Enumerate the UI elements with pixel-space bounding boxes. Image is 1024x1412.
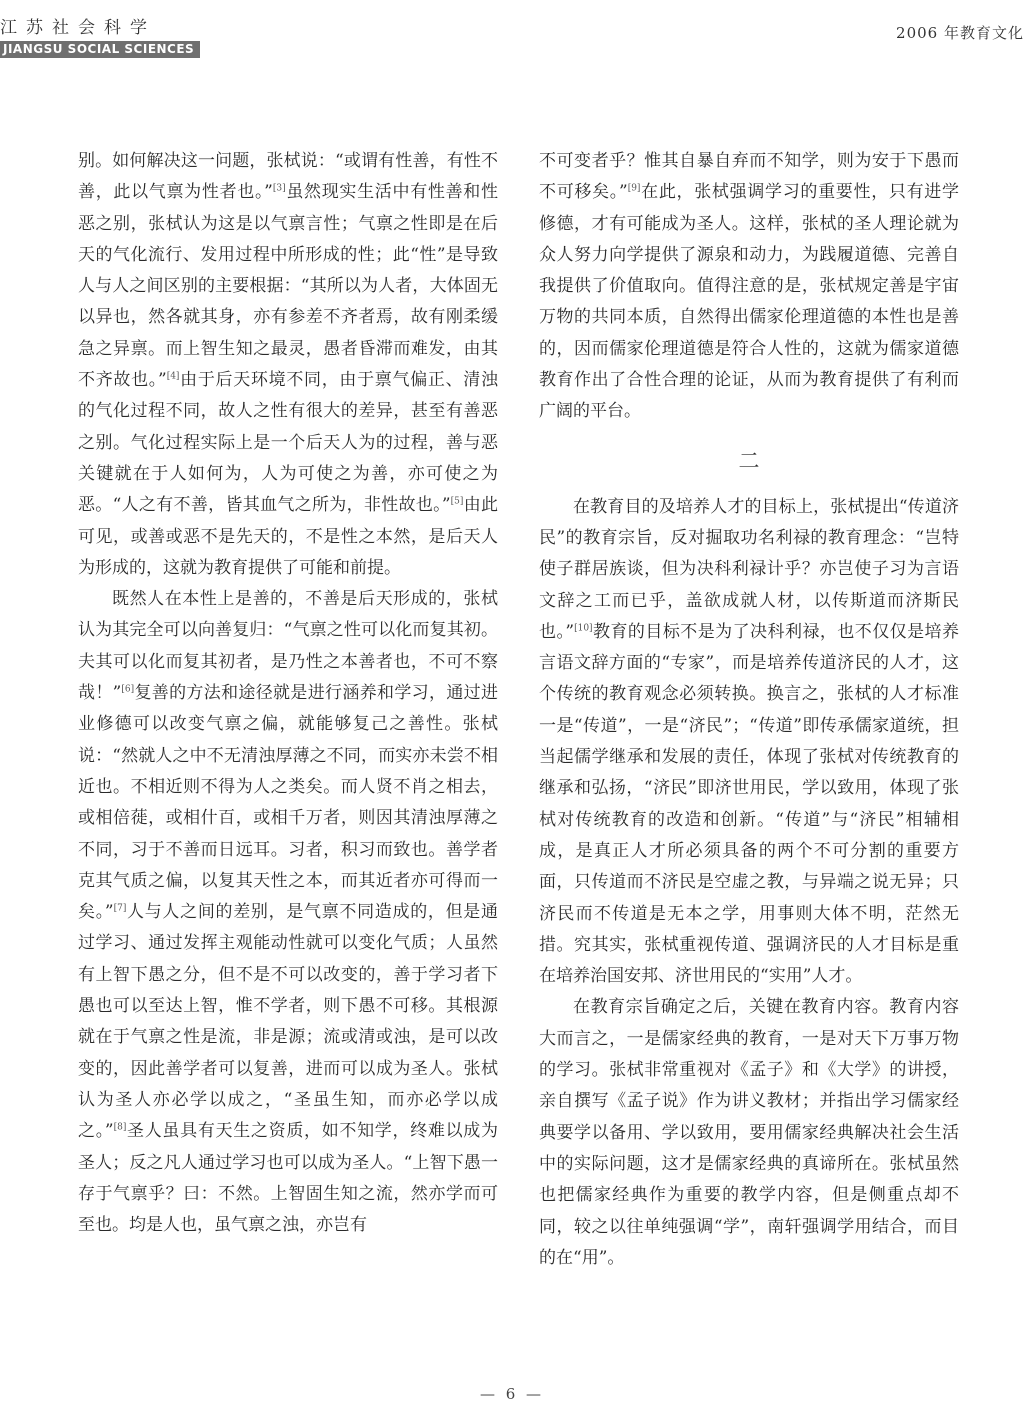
- text-run: 人与人之间的差别，是气禀不同造成的，但是通过学习、通过发挥主观能动性就可以变化气质；人虽然有上智下愚之分，但不是不可以改变的，善于学习者下愚也可以至达上智，惟不学者，则下愚不可移。其根源就在于气禀之性是流，非是源；流或清或浊，是可以改变的，因此善学者可以复善，进而可以成为圣人。张栻认为圣人亦必学以成之，“圣虽生知，而亦必学以成之。”: [78, 902, 498, 1142]
- journal-title-cn: 江苏社会科学: [0, 18, 156, 38]
- journal-masthead: [0, 18, 200, 58]
- paragraph: [78, 584, 498, 1241]
- text-run: 既然人在本性上是善的，不善是后天形成的，张栻认为其完全可以向善复归：“气禀之性可以化而复其初。夫其可以化而复其初者，是乃性之本善者也，不可不察哉！”: [78, 589, 498, 704]
- citation-ref: [3]: [272, 183, 286, 194]
- text-run: 由于后天环境不同，由于禀气偏正、清浊的气化过程不同，故人之性有很大的差异，甚至有善恶之别。气化过程实际上是一个后天人为的过程，善与恶关键就在于人如何为，人为可使之为善，亦可使之为恶。“人之有不善，皆其血气之所为，非性故也。”: [78, 370, 498, 516]
- page-number: — 6 —: [479, 1385, 545, 1403]
- text-run: 复善的方法和途径就是进行涵养和学习，通过进业修德可以改变气禀之偏，就能够复己之善性。张栻说：“然就人之中不无清浊厚薄之不同，而实亦未尝不相近也。不相近则不得为人之类矣。而人贤不肖之相去，或相倍蓰，或相什百，或相千万者，则因其清浊厚薄之不同，习于不善而日远耳。习者，积习而致也。善学者克其气质之偏，以复其天性之本，而其近者亦可得而一矣。”: [78, 683, 498, 923]
- left-column: [78, 146, 498, 1241]
- paragraph: [539, 992, 959, 1274]
- citation-ref: [4]: [166, 371, 180, 382]
- text-run: 由此可见，或善或恶不是先天的，不是性之本然，是后天人为形成的，这就为教育提供了可能和前提。: [78, 495, 499, 578]
- text-run: 在此，张栻强调学习的重要性，只有进学修德，才有可能成为圣人。这样，张栻的圣人理论就为众人努力向学提供了源泉和动力，为践履道德、完善自我提供了价值取向。值得注意的是，张栻规定善是宇宙万物的共同本质，自然得出儒家伦理道德的本性也是善的，因而儒家伦理道德是符合人性的，这就为儒家道德教育作出了合性合理的论证，从而为教育提供了有利而广阔的平台。: [539, 182, 959, 422]
- citation-ref: [8]: [113, 1122, 127, 1133]
- paragraph: [539, 146, 959, 428]
- citation-ref: [10]: [574, 623, 593, 634]
- citation-ref: [5]: [450, 496, 464, 507]
- issue-label: 2006 年教育文化: [896, 24, 1024, 42]
- text-run: 不可变者乎？惟其自暴自弃而不知学，则为安于下愚而不可移矣。”: [539, 151, 959, 203]
- text-run: 在教育宗旨确定之后，关键在教育内容。教育内容大而言之，一是儒家经典的教育，一是对天下万事万物的学习。张栻非常重视对《孟子》和《大学》的讲授，亲自撰写《孟子说》作为讲义教材；并指出学习儒家经典要学以备用、学以致用，要用儒家经典解决社会生活中的实际问题，这才是儒家经典的真谛所在。张栻虽然也把儒家经典作为重要的教学内容，但是侧重点却不同，较之以往单纯强调“学”，南轩强调学用结合，而目的在“用”。: [539, 997, 959, 1268]
- citation-ref: [7]: [113, 903, 127, 914]
- text-run: 圣人虽具有天生之资质，如不知学，终难以成为圣人；反之凡人通过学习也可以成为圣人。“上智下愚一存于气禀乎？曰：不然。上智固生知之流，然亦学而可至也。均是人也，虽气禀之浊，亦岂有: [78, 1121, 498, 1236]
- text-run: 教育的目标不是为了决科利禄，也不仅仅是培养言语文辞方面的“专家”，而是培养传道济民的人才，这个传统的教育观念必须转换。换言之，张栻的人才标准一是“传道”，一是“济民”；“传道”即传承儒家道统，担当起儒学继承和发展的责任，体现了张栻对传统教育的继承和弘扬，“济民”即济世用民，学以致用，体现了张栻对传统教育的改造和创新。“传道”与“济民”相辅相成，是真正人才所必须具备的两个不可分割的重要方面，只传道而不济民是空虚之教，与异端之说无异；只济民而不传道是无本之学，用事则大体不明，茫然无措。究其实，张栻重视传道、强调济民的人才目标是重在培养治国安邦、济世用民的“实用”人才。: [539, 621, 959, 987]
- journal-title-en: JIANGSU SOCIAL SCIENCES: [0, 41, 200, 58]
- text-run: 在教育目的及培养人才的目标上，张栻提出“传道济民”的教育宗旨，反对掘取功名利禄的教育理念：“岂特使子群居族谈，但为决科利禄计乎？亦岂使子习为言语文辞之工而已乎，盖欲成就人材，以传斯道而济斯民也。”: [539, 496, 959, 642]
- citation-ref: [9]: [627, 183, 641, 194]
- section-heading: 二: [738, 448, 760, 473]
- right-column: [539, 146, 959, 1274]
- citation-ref: [6]: [121, 684, 135, 695]
- text-run: 别。如何解决这一问题，张栻说：“或谓有性善，有性不善，此以气禀为性者也。”: [78, 151, 498, 203]
- text-run: 虽然现实生活中有性善和性恶之别，张栻认为这是以气禀言性；气禀之性即是在后天的气化流行、发用过程中所形成的性；此“性”是导致人与人之间区别的主要根据：“其所以为人者，大体固无以异也，然各就其身，亦有参差不齐者焉，故有刚柔缓急之异禀。而上智生知之最灵，愚者昏滞而难发，由其不齐故也。”: [78, 182, 498, 391]
- paragraph: [539, 492, 959, 993]
- paragraph: [78, 146, 498, 584]
